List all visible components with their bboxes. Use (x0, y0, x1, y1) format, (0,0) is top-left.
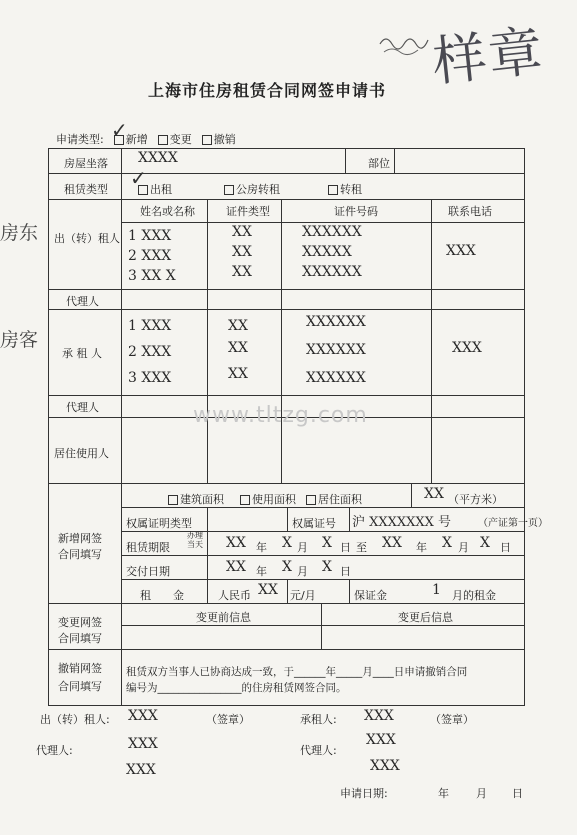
checkbox-icon (240, 495, 250, 505)
option-change[interactable]: 变更 (158, 131, 192, 147)
checkbox-icon (328, 185, 338, 195)
deposit-label: 保证金 (354, 589, 387, 602)
to-month[interactable]: X (442, 535, 452, 551)
lessor-name-1[interactable]: 1 XXX (128, 228, 172, 244)
lessee-phone[interactable]: XXX (452, 340, 482, 356)
lessor-idtype-2[interactable]: XX (232, 244, 252, 260)
lessee-idtype-3[interactable]: XX (228, 366, 248, 382)
checkbox-icon (158, 135, 168, 145)
lessor-idtype-3[interactable]: XX (232, 264, 252, 280)
sig-agent-left-2[interactable]: XXX (126, 762, 156, 778)
sig-lessor-value[interactable]: XXX (128, 708, 158, 724)
lessee-idtype-2[interactable]: XX (228, 340, 248, 356)
cancel-text-2: 编号为________________的住房租赁网签合同。 (126, 682, 347, 694)
apply-date-day: 日 (512, 787, 523, 800)
deposit-unit: 月的租金 (452, 589, 496, 602)
from-year[interactable]: XX (226, 535, 246, 551)
checkbox-icon (168, 495, 178, 505)
header-id-number: 证件号码 (334, 205, 378, 218)
application-type-row (56, 131, 236, 147)
lease-period-label: 租赁期限 (126, 541, 170, 554)
agent-label-2: 代理人 (66, 401, 99, 414)
new-contract-label-1: 新增网签 (58, 532, 102, 545)
lessor-idno-2[interactable]: XXXXX (302, 244, 352, 260)
margin-note-landlord: 房东 (0, 222, 39, 244)
to-year[interactable]: XX (382, 535, 402, 551)
cert-type-label: 权属证明类型 (126, 517, 192, 530)
sig-lessor-label: 出（转）租人: (40, 713, 110, 726)
delivery-year[interactable]: XX (226, 559, 246, 575)
lessee-idno-3[interactable]: XXXXXX (306, 370, 366, 386)
from-month[interactable]: X (282, 535, 292, 551)
lease-option-public-sublet[interactable]: 公房转租 (224, 181, 280, 197)
unit-year: 年 (256, 565, 267, 578)
rent-value[interactable]: XX (258, 582, 278, 598)
header-phone: 联系电话 (448, 205, 492, 218)
sig-agent-right-1[interactable]: XXX (366, 732, 396, 748)
area-option-usable[interactable]: 使用面积 (240, 491, 296, 507)
sig-agent-right-2[interactable]: XXX (370, 758, 400, 774)
to-day[interactable]: X (480, 535, 490, 551)
lessee-idno-1[interactable]: XXXXXX (306, 314, 366, 330)
apply-date-label: 申请日期: (340, 787, 388, 800)
apply-date-year: 年 (438, 787, 449, 800)
lessee-name-2[interactable]: 2 XXX (128, 344, 172, 360)
unit-month: 月 (458, 541, 469, 554)
checkmark-icon: ✓ (111, 118, 128, 142)
lessor-name-2[interactable]: 2 XXX (128, 248, 172, 264)
sig-lessee-label: 承租人: (300, 713, 337, 726)
checkbox-icon (306, 495, 316, 505)
change-contract-label-1: 变更网签 (58, 616, 102, 629)
checkbox-icon (202, 135, 212, 145)
application-type-label: 申请类型: (56, 133, 104, 146)
lease-option-sublet[interactable]: 转租 (328, 181, 362, 197)
area-option-living[interactable]: 居住面积 (306, 491, 362, 507)
lease-option-rent[interactable]: 出租 (138, 181, 172, 197)
area-value[interactable]: XX (424, 486, 444, 502)
rent-label: 租 金 (140, 589, 184, 602)
lessee-idno-2[interactable]: XXXXXX (306, 342, 366, 358)
lessor-idno-1[interactable]: XXXXXX (302, 224, 362, 240)
apply-date-month: 月 (476, 787, 487, 800)
unit-day: 日 (500, 541, 511, 554)
rent-currency: 人民币 (218, 589, 251, 602)
lessor-phone[interactable]: XXX (446, 243, 476, 259)
sig-lessee-seal: （签章） (430, 713, 474, 726)
agent-label-1: 代理人 (66, 295, 99, 308)
cancel-contract-label-1: 撤销网签 (58, 662, 102, 675)
option-new[interactable]: 新增 (114, 131, 148, 147)
cert-no-value[interactable]: 沪 XXXXXXX 号 (352, 515, 452, 530)
delivery-label: 交付日期 (126, 565, 170, 578)
resident-label: 居住使用人 (54, 447, 109, 460)
deposit-value[interactable]: 1 (432, 582, 441, 598)
sig-lessee-value[interactable]: XXX (364, 708, 394, 724)
margin-note-tenant: 房客 (0, 329, 39, 351)
sig-agent-left-label: 代理人: (36, 744, 73, 757)
cert-no-label: 权属证号 (292, 517, 336, 530)
lessee-name-1[interactable]: 1 XXX (128, 318, 172, 334)
unit-month: 月 (297, 565, 308, 578)
lessee-name-3[interactable]: 3 XXX (128, 370, 172, 386)
watermark-text: www.tltzg.com (193, 403, 368, 428)
area-option-building[interactable]: 建筑面积 (168, 491, 224, 507)
delivery-month[interactable]: X (282, 559, 292, 575)
sig-agent-left-1[interactable]: XXX (128, 736, 158, 752)
unit-year: 年 (416, 541, 427, 554)
lease-period-note: 办理当天 (187, 531, 203, 549)
rent-unit: 元/月 (290, 589, 316, 602)
dept-label: 部位 (368, 157, 390, 170)
unit-day: 日 (340, 541, 351, 554)
sig-agent-right-label: 代理人: (300, 744, 337, 757)
lease-type-label: 租赁类型 (64, 183, 108, 196)
change-contract-label-2: 合同填写 (58, 632, 102, 645)
change-before-label: 变更前信息 (196, 611, 251, 624)
checkmark-icon: ✓ (130, 166, 147, 190)
sample-stamp: 样章 (429, 19, 548, 94)
area-unit: （平方米） (448, 493, 503, 506)
unit-month: 月 (297, 541, 308, 554)
lessee-label: 承 租 人 (62, 347, 102, 360)
option-cancel[interactable]: 撤销 (202, 131, 236, 147)
house-location-value[interactable]: XXXX (138, 150, 178, 166)
lessor-idtype-1[interactable]: XX (232, 224, 252, 240)
cancel-contract-label-2: 合同填写 (58, 680, 102, 693)
to-label: 至 (356, 541, 367, 554)
cancel-text-1: 租赁双方当事人已协商达成一致，于______年_____月____日申请撤销合同 (126, 666, 468, 678)
unit-day: 日 (340, 565, 351, 578)
house-location-label: 房屋坐落 (64, 157, 108, 170)
from-day[interactable]: X (322, 535, 332, 551)
header-name: 姓名或名称 (140, 205, 195, 218)
change-after-label: 变更后信息 (398, 611, 453, 624)
checkbox-icon (224, 185, 234, 195)
lessor-label: 出（转）租人 (54, 232, 120, 245)
header-id-type: 证件类型 (226, 205, 270, 218)
lessee-idtype-1[interactable]: XX (228, 318, 248, 334)
lessor-name-3[interactable]: 3 XX X (128, 268, 176, 284)
lessor-idno-3[interactable]: XXXXXX (302, 264, 362, 280)
delivery-day[interactable]: X (322, 559, 332, 575)
form-title: 上海市住房租赁合同网签申请书 (148, 81, 387, 100)
unit-year: 年 (256, 541, 267, 554)
cert-note: （产证第一页） (478, 518, 548, 529)
sig-lessor-seal: （签章） (206, 713, 250, 726)
new-contract-label-2: 合同填写 (58, 548, 102, 561)
